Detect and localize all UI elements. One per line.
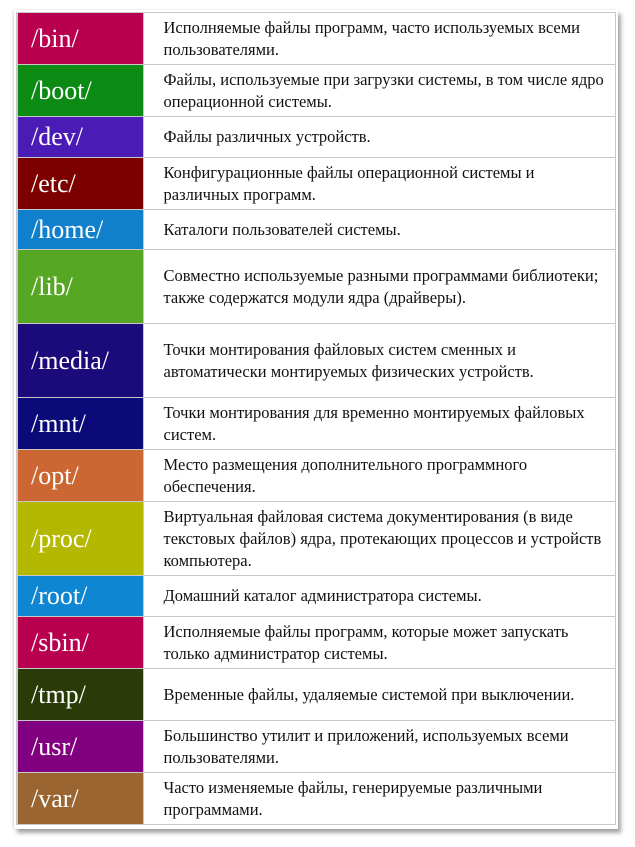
directory-table — [16, 12, 616, 825]
directory-description-cell: Конфигурационные файлы операционной системы и различных программ. — [143, 158, 616, 210]
table-row — [17, 324, 616, 398]
table-row — [17, 669, 616, 721]
directory-name-cell: /proc/ — [17, 502, 143, 576]
directory-description-cell: Точки монтирования для временно монтируемых файловых систем. — [143, 398, 616, 450]
directory-description-cell: Исполняемые файлы программ, часто используемых всеми пользователями. — [143, 13, 616, 65]
table-row — [17, 773, 616, 825]
directory-description-cell: Домашний каталог администратора системы. — [143, 576, 616, 617]
table-row — [17, 65, 616, 117]
directory-table-body — [17, 13, 616, 825]
directory-name-cell: /bin/ — [17, 13, 143, 65]
table-row — [17, 117, 616, 158]
directory-name-cell: /media/ — [17, 324, 143, 398]
directory-name-cell: /mnt/ — [17, 398, 143, 450]
directory-description-cell: Каталоги пользователей системы. — [143, 210, 616, 250]
table-row — [17, 450, 616, 502]
directory-name-cell: /tmp/ — [17, 669, 143, 721]
directory-name-cell: /home/ — [17, 210, 143, 250]
directory-name-cell: /usr/ — [17, 721, 143, 773]
table-row — [17, 398, 616, 450]
directory-description-cell: Файлы различных устройств. — [143, 117, 616, 158]
directory-description-cell: Точки монтирования файловых систем сменных и автоматически монтируемых физических устройств. — [143, 324, 616, 398]
directory-name-cell: /sbin/ — [17, 617, 143, 669]
table-row — [17, 617, 616, 669]
directory-name-cell: /lib/ — [17, 250, 143, 324]
table-row — [17, 13, 616, 65]
directory-description-cell: Временные файлы, удаляемые системой при выключении. — [143, 669, 616, 721]
directory-name-cell: /root/ — [17, 576, 143, 617]
table-row — [17, 721, 616, 773]
directory-description-cell: Большинство утилит и приложений, используемых всеми пользователями. — [143, 721, 616, 773]
table-row — [17, 576, 616, 617]
document-page — [14, 10, 618, 829]
table-row — [17, 250, 616, 324]
directory-description-cell: Место размещения дополнительного программного обеспечения. — [143, 450, 616, 502]
directory-name-cell: /opt/ — [17, 450, 143, 502]
directory-description-cell: Часто изменяемые файлы, генерируемые различными программами. — [143, 773, 616, 825]
directory-description-cell: Совместно используемые разными программами библиотеки; также содержатся модули ядра (драйверы). — [143, 250, 616, 324]
directory-name-cell: /dev/ — [17, 117, 143, 158]
directory-description-cell: Виртуальная файловая система документирования (в виде текстовых файлов) ядра, протекающих процессов и устройств компьютера. — [143, 502, 616, 576]
directory-name-cell: /var/ — [17, 773, 143, 825]
directory-name-cell: /etc/ — [17, 158, 143, 210]
table-row — [17, 502, 616, 576]
table-row — [17, 210, 616, 250]
table-row — [17, 158, 616, 210]
directory-description-cell: Файлы, используемые при загрузки системы, в том числе ядро операционной системы. — [143, 65, 616, 117]
directory-description-cell: Исполняемые файлы программ, которые может запускать только администратор системы. — [143, 617, 616, 669]
directory-name-cell: /boot/ — [17, 65, 143, 117]
